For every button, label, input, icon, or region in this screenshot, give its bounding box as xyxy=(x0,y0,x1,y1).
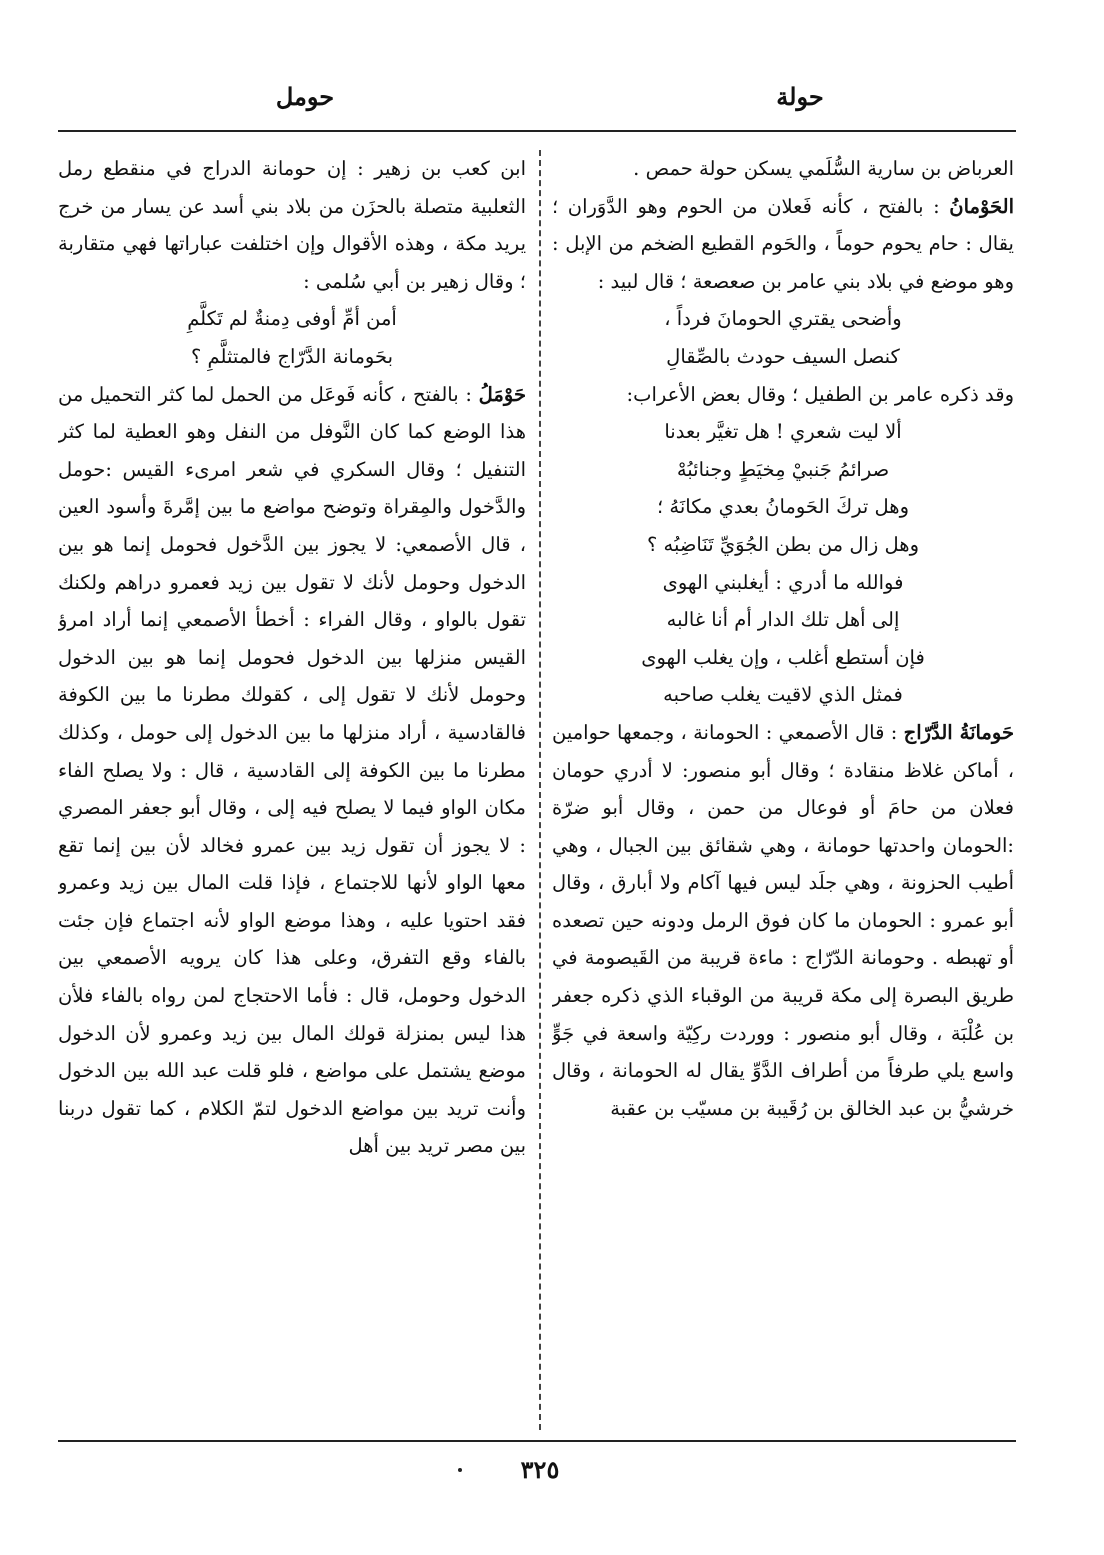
verse-line: كنصل السيف حودث بالصِّقالِ xyxy=(666,344,900,368)
verse-line: صرائمُ جَنبيْ مِخيَطٍ وجنائبُهْ xyxy=(676,457,890,481)
entry-text: : بالفتح ، كأنه فَوعَل من الحمل لما كثر التحميل من هذا الوضع كما كان النَّوفل من النفل وهو العطية لما كثر التنفيل ؛ وقال السكري في شعر امرىء القيس :حومل والدَّخول والمِقراة وتوضح مواضع ما بين إمَّرةَ وأسود العين ، قال الأصمعي: لا يجوز بين الدَّخول فحومل إنما هو بين الدخول وحومل لأنك لا تقول بين زيد فعمرو دراهم ولكنك تقول بالواو ، وقال الفراء : أخطأ الأصمعي إنما أراد امرؤ القيس منزلها بين الدخول فحومل إنما هو بين الدخول وحومل لأنك لا تقول إلى ، كقولك مطرنا ما بين الكوفة فالقادسية ، أراد منزلها ما بين الدخول إلى حومل ، وكذلك مطرنا ما بين الكوفة إلى القادسية ، قال : ولا يصلح الفاء مكان الواو فيما لا يصلح فيه إلى ، وقال أبو جعفر المصري : لا يجوز أن تقول زيد بين عمرو فخالد لأن بين إنما تقع معها الواو لأنها للاجتماع ، فإذا قلت المال بين زيد وعمرو فقد احتويا عليه ، وهذا موضع الواو لأنه اجتماع فإن جئت بالفاء وقع التفرق، وعلى هذا كان يرويه الأصمعي بين الدخول وحومل، قال : فأما الاحتجاج لمن رواه بالفاء فلأن هذا ليس بمنزلة قولك المال بين زيد وعمرو لأن الدخول موضع يشتمل على مواضع ، فلو قلت عبد الله بين الدخول وأنت تريد بين مواضع الدخول لتمّ الكلام ، كما تقول دربنا بين مصر تريد بين أهل xyxy=(58,382,526,1158)
paragraph: العرباض بن سارية السُّلَمي يسكن حولة حمص . xyxy=(633,157,1014,180)
verse-line: وأضحى يقتري الحومانَ فرداً ، xyxy=(664,307,902,331)
verse-line: فإن أستطع أغلب ، وإن يغلب الهوى xyxy=(641,645,925,669)
verse-line: ألا ليت شعري ! هل تغيَّر بعدنا xyxy=(664,420,902,444)
headword: الحَوْمانُ xyxy=(949,194,1014,218)
headword: حَومانَةُ الدَّرّاج xyxy=(903,720,1014,744)
left-column xyxy=(58,150,526,1430)
verse-line: وهل تركَ الحَومانُ بعدي مكانَهُ ؛ xyxy=(656,495,909,519)
page-number: ٣٢٥ xyxy=(520,1455,560,1484)
entry-hawmal xyxy=(58,376,526,1165)
entry-text: : بالفتح ، كأنه فَعلان من الحوم وهو الدَّوَران ؛ يقال : حام يحوم حوماً ، والحَوم القطيع الضخم من الإبل : وهو موضع في بلاد بني عامر بن صعصعة ؛ قال لبيد : xyxy=(552,194,1014,293)
entry-hawmanat-al-darraj xyxy=(552,714,1014,1128)
verse-line: أمن أمِّ أوفى دِمنةٌ لم تَكلَّمِ xyxy=(187,307,397,331)
column-divider xyxy=(539,150,541,1430)
header-rule xyxy=(58,130,1016,132)
verse-line: إلى أهل تلك الدار أم أنا غالبه xyxy=(666,608,900,632)
paragraph: ابن كعب بن زهير : إن حومانة الدراج في منقطع رمل الثعلبية متصلة بالحزَن من بلاد بني أسد عن يسار من خرج يريد مكة ، وهذه الأقوال وإن اختلفت عباراتها فهي متقاربة ؛ وقال زهير بن أبي سُلمى : xyxy=(58,157,526,293)
verse-line: بحَومانة الدَّرّاج فالمتثلَّمِ ؟ xyxy=(191,344,393,368)
verse-line: فمثل الذي لاقيت يغلب صاحبه xyxy=(663,683,903,707)
verse-line: وهل زال من بطن الجُوَيِّ تَنَاضِبُه ؟ xyxy=(646,532,919,556)
footer-rule xyxy=(58,1440,1016,1442)
right-column xyxy=(552,150,1014,1430)
headword: حَوْمَلُ xyxy=(478,382,526,406)
paragraph: وقد ذكره عامر بن الطفيل ؛ وقال بعض الأعراب: xyxy=(626,382,1014,406)
running-head-left: حومل xyxy=(275,82,335,111)
running-head-right: حولة xyxy=(776,82,824,111)
verse-line: فوالله ما أدري : أيغلبني الهوى xyxy=(662,570,904,594)
entry-hawman xyxy=(552,188,1014,301)
entry-text: : قال الأصمعي : الحومانة ، وجمعها حوامين ، أماكن غلاظ منقادة ؛ وقال أبو منصور: لا أدري حومان فعلان من حامَ أو فوعال من حمن ، وقال أبو ضرّة :الحومان واحدتها حومانة ، وهي شقائق بين الجبال ، وهي أطيب الحزونة ، وهي جلَد ليس فيها آكام ولا أبارق ، وقال أبو عمرو : الحومان ما كان فوق الرمل ودونه حين تصعده أو تهبطه . وحومانة الدّرّاج : ماءة قريبة من القَيصومة في طريق البصرة إلى مكة قريبة من الوقباء الذي ذكره جعفر بن عُلْبَة ، وقال أبو منصور : ووردت ركِيّة واسعة في جَوٍّ واسع يلي طرفاً من أطراف الدَّوِّ يقال له الحومانة ، وقال خرشيُّ بن عبد الخالق بن رُقَيبة بن مسيّب بن عقبة xyxy=(552,720,1014,1120)
